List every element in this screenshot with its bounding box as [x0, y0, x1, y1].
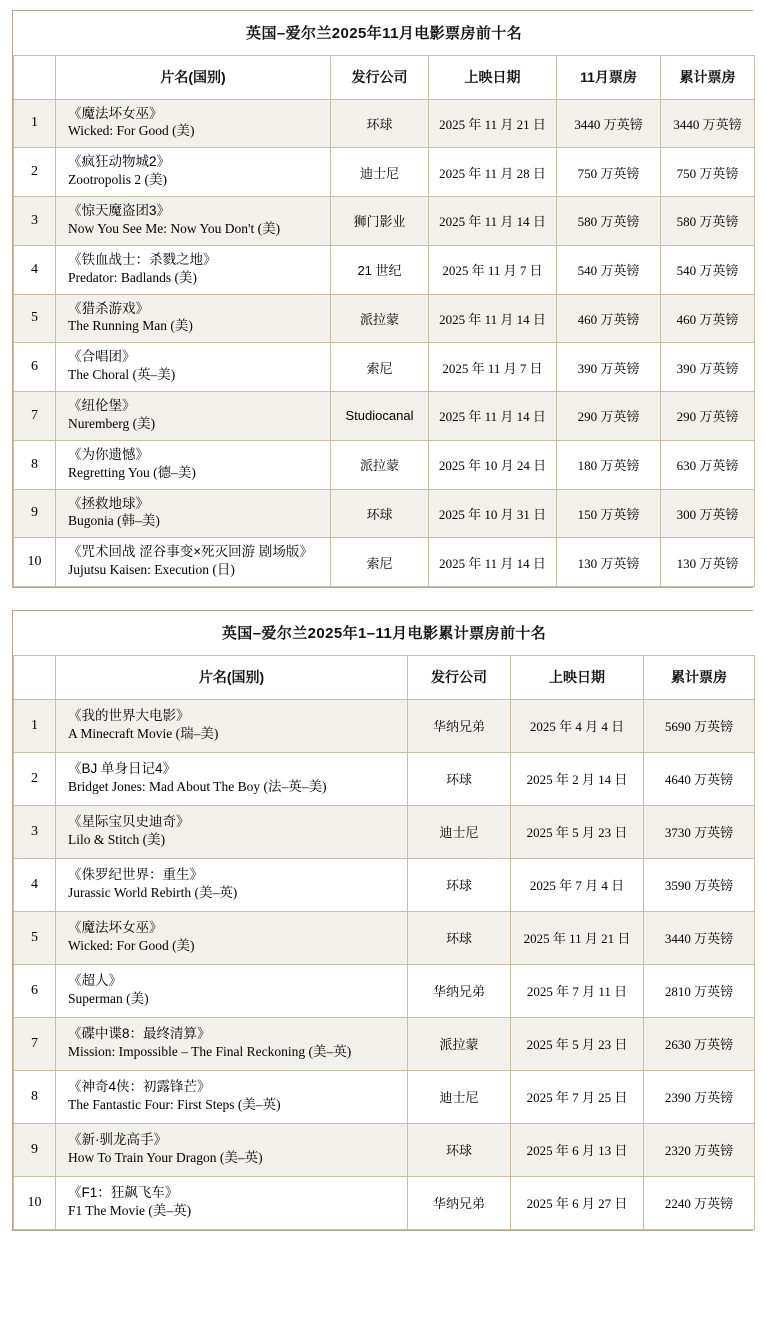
column-header-distributor: 发行公司 — [331, 55, 429, 99]
title-en: The Fantastic Four: First Steps (美–英) — [68, 1096, 281, 1112]
cell-cumulative-boxoffice: 4640 万英镑 — [644, 752, 755, 805]
column-header-cumulative-boxoffice: 累计票房 — [644, 655, 755, 699]
title-en: Nuremberg (美) — [68, 415, 156, 431]
column-header-cumulative-boxoffice: 累计票房 — [661, 55, 755, 99]
cell-rank: 5 — [14, 294, 56, 343]
title-en: The Running Man (美) — [68, 318, 193, 334]
title-cn: 《铁血战士：杀戮之地》 — [68, 251, 217, 267]
title-cn: 《合唱团》 — [68, 349, 136, 365]
table-row — [14, 805, 755, 858]
cell-distributor: 环球 — [331, 99, 429, 148]
cell-distributor: 索尼 — [331, 343, 429, 392]
cell-month-boxoffice: 750 万英镑 — [557, 148, 661, 197]
table-header-row — [14, 655, 755, 699]
cell-distributor: 派拉蒙 — [331, 294, 429, 343]
cell-distributor: 环球 — [331, 489, 429, 538]
cell-rank: 1 — [14, 699, 56, 752]
cell-title — [56, 343, 331, 392]
cell-rank: 3 — [14, 805, 56, 858]
cell-release-date: 2025 年 11 月 14 日 — [429, 294, 557, 343]
cell-title — [56, 1017, 408, 1070]
table-caption-row — [14, 11, 755, 55]
cell-rank: 2 — [14, 148, 56, 197]
cell-release-date: 2025 年 5 月 23 日 — [511, 805, 644, 858]
ytd-boxoffice-body — [14, 699, 755, 1229]
cell-distributor: 环球 — [408, 858, 511, 911]
cell-month-boxoffice: 290 万英镑 — [557, 392, 661, 441]
cell-title — [56, 805, 408, 858]
cell-month-boxoffice: 180 万英镑 — [557, 440, 661, 489]
cell-cumulative-boxoffice: 5690 万英镑 — [644, 699, 755, 752]
cell-title — [56, 1176, 408, 1229]
cell-release-date: 2025 年 11 月 14 日 — [429, 197, 557, 246]
cell-month-boxoffice: 540 万英镑 — [557, 245, 661, 294]
title-en: Bridget Jones: Mad About The Boy (法–英–美) — [68, 778, 327, 794]
cell-rank: 1 — [14, 99, 56, 148]
cell-distributor: 环球 — [408, 752, 511, 805]
cell-cumulative-boxoffice: 2390 万英镑 — [644, 1070, 755, 1123]
cell-title — [56, 964, 408, 1017]
cell-month-boxoffice: 580 万英镑 — [557, 197, 661, 246]
table-row — [14, 392, 755, 441]
table-row — [14, 1017, 755, 1070]
title-en: Zootropolis 2 (美) — [68, 172, 167, 188]
title-en: Superman (美) — [68, 990, 149, 1006]
cell-title — [56, 197, 331, 246]
table-caption: 英国–爱尔兰2025年11月电影票房前十名 — [14, 11, 755, 55]
column-header-month-boxoffice: 11月票房 — [557, 55, 661, 99]
cell-release-date: 2025 年 11 月 7 日 — [429, 343, 557, 392]
cell-cumulative-boxoffice: 540 万英镑 — [661, 245, 755, 294]
table-row — [14, 1070, 755, 1123]
monthly-boxoffice-body — [14, 99, 755, 587]
title-en: Regretting You (德–美) — [68, 464, 196, 480]
cell-cumulative-boxoffice: 460 万英镑 — [661, 294, 755, 343]
cell-cumulative-boxoffice: 2320 万英镑 — [644, 1123, 755, 1176]
cell-rank: 8 — [14, 1070, 56, 1123]
cell-release-date: 2025 年 10 月 31 日 — [429, 489, 557, 538]
title-en: Jurassic World Rebirth (美–英) — [68, 884, 238, 900]
title-cn: 《侏罗纪世界：重生》 — [68, 866, 203, 882]
cell-rank: 7 — [14, 1017, 56, 1070]
title-cn: 《疯狂动物城2》 — [68, 154, 171, 170]
cell-month-boxoffice: 3440 万英镑 — [557, 99, 661, 148]
cell-cumulative-boxoffice: 130 万英镑 — [661, 538, 755, 587]
cell-rank: 9 — [14, 1123, 56, 1176]
ytd-boxoffice-table — [13, 611, 755, 1230]
cell-distributor: 华纳兄弟 — [408, 1176, 511, 1229]
cell-cumulative-boxoffice: 2240 万英镑 — [644, 1176, 755, 1229]
cell-title — [56, 858, 408, 911]
title-cn: 《魔法坏女巫》 — [68, 919, 163, 935]
cell-distributor: 华纳兄弟 — [408, 699, 511, 752]
table-row — [14, 294, 755, 343]
table-row — [14, 245, 755, 294]
column-header-distributor: 发行公司 — [408, 655, 511, 699]
cell-cumulative-boxoffice: 750 万英镑 — [661, 148, 755, 197]
cell-release-date: 2025 年 7 月 11 日 — [511, 964, 644, 1017]
title-en: Mission: Impossible – The Final Reckoning (美–英) — [68, 1043, 352, 1059]
cell-rank: 2 — [14, 752, 56, 805]
table-row — [14, 1176, 755, 1229]
title-en: Now You See Me: Now You Don't (美) — [68, 220, 281, 236]
cell-cumulative-boxoffice: 2630 万英镑 — [644, 1017, 755, 1070]
cell-release-date: 2025 年 5 月 23 日 — [511, 1017, 644, 1070]
monthly-boxoffice-table — [13, 11, 755, 587]
title-en: Wicked: For Good (美) — [68, 123, 195, 139]
cell-rank: 4 — [14, 245, 56, 294]
cell-release-date: 2025 年 6 月 13 日 — [511, 1123, 644, 1176]
table-row — [14, 538, 755, 587]
cell-cumulative-boxoffice: 390 万英镑 — [661, 343, 755, 392]
cell-title — [56, 752, 408, 805]
cell-cumulative-boxoffice: 630 万英镑 — [661, 440, 755, 489]
table-row — [14, 197, 755, 246]
cell-cumulative-boxoffice: 3440 万英镑 — [661, 99, 755, 148]
title-cn: 《神奇4侠：初露锋芒》 — [68, 1078, 211, 1094]
cell-distributor: 派拉蒙 — [408, 1017, 511, 1070]
title-en: The Choral (英–美) — [68, 367, 176, 383]
cell-distributor: 华纳兄弟 — [408, 964, 511, 1017]
cell-month-boxoffice: 150 万英镑 — [557, 489, 661, 538]
title-cn: 《惊天魔盗团3》 — [68, 203, 171, 218]
table-header-row — [14, 55, 755, 99]
cell-title — [56, 392, 331, 441]
title-en: Wicked: For Good (美) — [68, 937, 195, 953]
column-header-release-date: 上映日期 — [511, 655, 644, 699]
title-cn: 《拯救地球》 — [68, 495, 149, 511]
cell-title — [56, 440, 331, 489]
cell-rank: 9 — [14, 489, 56, 538]
cell-release-date: 2025 年 6 月 27 日 — [511, 1176, 644, 1229]
table-row — [14, 858, 755, 911]
cell-rank: 6 — [14, 343, 56, 392]
cell-release-date: 2025 年 7 月 4 日 — [511, 858, 644, 911]
cell-cumulative-boxoffice: 290 万英镑 — [661, 392, 755, 441]
title-en: Predator: Badlands (美) — [68, 269, 197, 285]
title-cn: 《纽伦堡》 — [68, 398, 136, 413]
title-en: Jujutsu Kaisen: Execution (日) — [68, 562, 235, 578]
cell-rank: 5 — [14, 911, 56, 964]
cell-distributor: 环球 — [408, 911, 511, 964]
cell-title — [56, 1123, 408, 1176]
cell-distributor: 环球 — [408, 1123, 511, 1176]
cell-cumulative-boxoffice: 2810 万英镑 — [644, 964, 755, 1017]
cell-title — [56, 99, 331, 148]
cell-distributor: 狮门影业 — [331, 197, 429, 246]
title-cn: 《星际宝贝史迪奇》 — [68, 813, 190, 829]
cell-release-date: 2025 年 11 月 28 日 — [429, 148, 557, 197]
table-row — [14, 699, 755, 752]
table-row — [14, 343, 755, 392]
table-row — [14, 148, 755, 197]
table-row — [14, 440, 755, 489]
title-cn: 《我的世界大电影》 — [68, 707, 190, 723]
cell-distributor: 迪士尼 — [331, 148, 429, 197]
ytd-boxoffice-table-block — [12, 610, 753, 1231]
cell-distributor: 索尼 — [331, 538, 429, 587]
cell-release-date: 2025 年 11 月 14 日 — [429, 538, 557, 587]
column-header-rank — [14, 655, 56, 699]
cell-rank: 10 — [14, 538, 56, 587]
table-row — [14, 964, 755, 1017]
cell-release-date: 2025 年 11 月 21 日 — [511, 911, 644, 964]
cell-month-boxoffice: 390 万英镑 — [557, 343, 661, 392]
cell-title — [56, 489, 331, 538]
title-cn: 《BJ 单身日记4》 — [68, 760, 177, 776]
cell-distributor: 迪士尼 — [408, 805, 511, 858]
column-header-release-date: 上映日期 — [429, 55, 557, 99]
title-cn: 《魔法坏女巫》 — [68, 105, 163, 121]
title-cn: 《猎杀游戏》 — [68, 300, 149, 316]
cell-release-date: 2025 年 4 月 4 日 — [511, 699, 644, 752]
column-header-title: 片名(国别) — [56, 55, 331, 99]
cell-cumulative-boxoffice: 3590 万英镑 — [644, 858, 755, 911]
column-header-rank — [14, 55, 56, 99]
cell-title — [56, 538, 331, 587]
cell-distributor: Studiocanal — [331, 392, 429, 441]
cell-month-boxoffice: 460 万英镑 — [557, 294, 661, 343]
cell-cumulative-boxoffice: 580 万英镑 — [661, 197, 755, 246]
cell-title — [56, 148, 331, 197]
monthly-boxoffice-table-block — [12, 10, 753, 588]
table-row — [14, 99, 755, 148]
title-en: F1 The Movie (美–英) — [68, 1202, 192, 1218]
title-en: A Minecraft Movie (瑞–美) — [68, 725, 219, 741]
cell-release-date: 2025 年 7 月 25 日 — [511, 1070, 644, 1123]
cell-rank: 3 — [14, 197, 56, 246]
table-row — [14, 752, 755, 805]
cell-rank: 8 — [14, 440, 56, 489]
cell-distributor: 迪士尼 — [408, 1070, 511, 1123]
title-cn: 《新·驯龙高手》 — [68, 1131, 167, 1147]
column-header-title: 片名(国别) — [56, 655, 408, 699]
cell-month-boxoffice: 130 万英镑 — [557, 538, 661, 587]
title-cn: 《F1：狂飙飞车》 — [68, 1184, 179, 1200]
cell-release-date: 2025 年 11 月 14 日 — [429, 392, 557, 441]
cell-distributor: 派拉蒙 — [331, 440, 429, 489]
cell-release-date: 2025 年 2 月 14 日 — [511, 752, 644, 805]
title-cn: 《碟中谍8：最终清算》 — [68, 1025, 211, 1041]
table-row — [14, 489, 755, 538]
table-row — [14, 1123, 755, 1176]
title-cn: 《咒术回战 涩谷事变×死灭回游 剧场版》 — [68, 544, 313, 560]
cell-rank: 4 — [14, 858, 56, 911]
title-en: Bugonia (韩–美) — [68, 513, 160, 529]
cell-rank: 10 — [14, 1176, 56, 1229]
title-en: How To Train Your Dragon (美–英) — [68, 1149, 263, 1165]
table-caption: 英国–爱尔兰2025年1–11月电影累计票房前十名 — [14, 611, 755, 655]
cell-release-date: 2025 年 10 月 24 日 — [429, 440, 557, 489]
cell-cumulative-boxoffice: 3440 万英镑 — [644, 911, 755, 964]
cell-cumulative-boxoffice: 300 万英镑 — [661, 489, 755, 538]
cell-title — [56, 699, 408, 752]
cell-rank: 7 — [14, 392, 56, 441]
title-cn: 《超人》 — [68, 972, 122, 988]
cell-rank: 6 — [14, 964, 56, 1017]
cell-title — [56, 1070, 408, 1123]
title-en: Lilo & Stitch (美) — [68, 831, 166, 847]
table-row — [14, 911, 755, 964]
cell-title — [56, 911, 408, 964]
cell-release-date: 2025 年 11 月 7 日 — [429, 245, 557, 294]
table-caption-row — [14, 611, 755, 655]
cell-release-date: 2025 年 11 月 21 日 — [429, 99, 557, 148]
cell-distributor: 21 世纪 — [331, 245, 429, 294]
cell-cumulative-boxoffice: 3730 万英镑 — [644, 805, 755, 858]
cell-title — [56, 245, 331, 294]
title-cn: 《为你遗憾》 — [68, 446, 149, 462]
cell-title — [56, 294, 331, 343]
